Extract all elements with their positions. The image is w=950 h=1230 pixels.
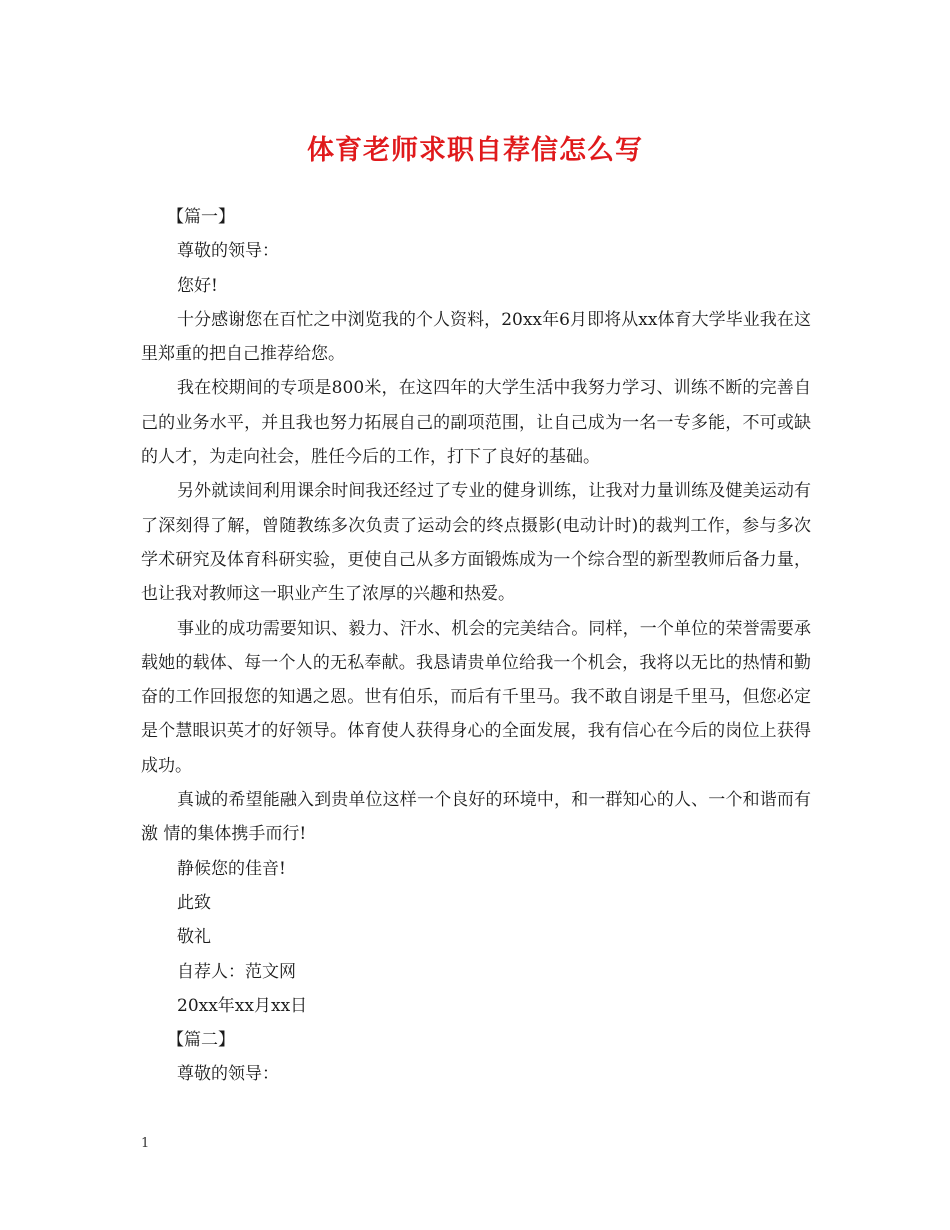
signature-line: 自荐人：范文网 xyxy=(177,961,296,982)
greeting-line: 您好! xyxy=(177,275,218,296)
salutation-line: 尊敬的领导： xyxy=(177,241,279,262)
body-paragraph: 事业的成功需要知识、毅力、汗水、机会的完美结合。同样，一个单位的荣誉需要承载她的载体、每一个人的无私奉献。我恳请贵单位给我一个机会，我将以无比的热情和勤奋的工作回报您的知遇之恩。世有伯乐，而后有千里马。我不敢自诩是千里马，但您必定是个慧眼识英才的好领导。体育使人获得身心的全面发展，我有信心在今后的岗位上获得成功。 xyxy=(141,618,811,776)
section-heading: 【篇二】 xyxy=(167,1030,235,1051)
closing-line: 敬礼 xyxy=(177,927,211,948)
salutation-line: 尊敬的领导： xyxy=(177,1064,279,1085)
body-paragraph: 我在校期间的专项是800米，在这四年的大学生活中我努力学习、训练不断的完善自己的业务水平，并且我也努力拓展自己的副项范围，让自己成为一名一专多能，不可或缺的人才，为走向社会，胜任今后的工作，打下了良好的基础。 xyxy=(141,378,811,468)
body-paragraph: 十分感谢您在百忙之中浏览我的个人资料，20xx年6月即将从xx体育大学毕业我在这里郑重的把自己推荐给您。 xyxy=(141,309,811,365)
date-line: 20xx年xx月xx日 xyxy=(177,995,308,1016)
document-title: 体育老师求职自荐信怎么写 xyxy=(307,135,643,166)
document-body xyxy=(141,200,811,1092)
body-paragraph: 真诚的希望能融入到贵单位这样一个良好的环境中，和一群知心的人、一个和谐而有激 情的集体携手而行! xyxy=(141,790,811,845)
page-number: 1 xyxy=(141,1136,150,1151)
closing-line: 静候您的佳音! xyxy=(177,858,286,879)
section-heading: 【篇一】 xyxy=(167,207,235,227)
closing-line: 此致 xyxy=(177,892,211,913)
body-paragraph: 另外就读间利用课余时间我还经过了专业的健身训练，让我对力量训练及健美运动有了深刻得了解，曾随教练多次负责了运动会的终点摄影(电动计时)的裁判工作，参与多次学术研究及体育科研实验，更使自己从多方面锻炼成为一个综合型的新型教师后备力量，也让我对教师这一职业产生了浓厚的兴趣和热爱。 xyxy=(141,481,811,605)
